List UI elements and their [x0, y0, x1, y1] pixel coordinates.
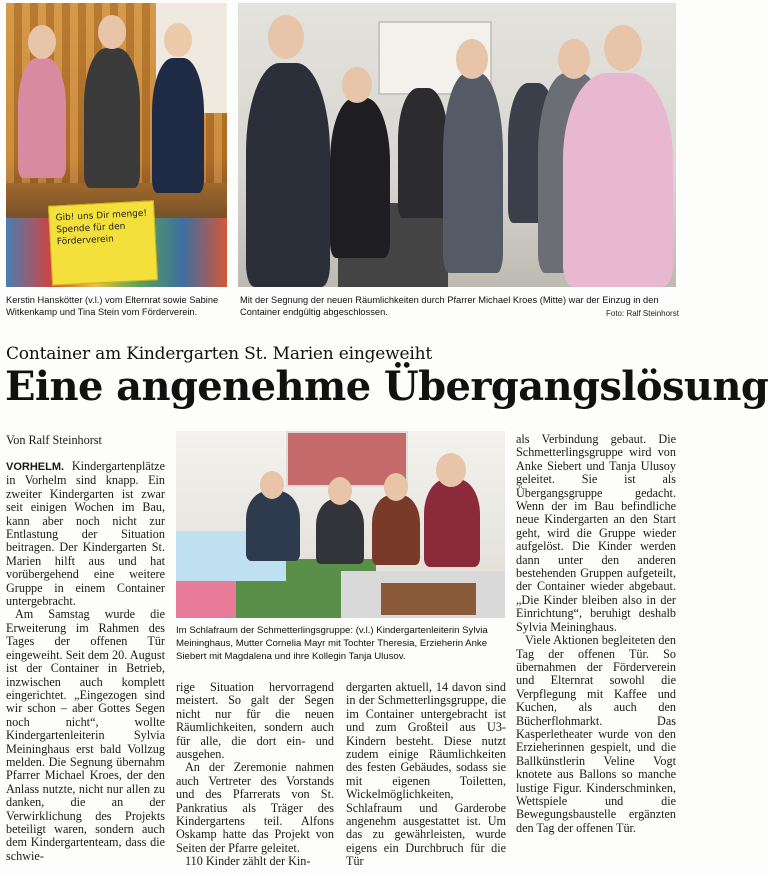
- caption-sleeping-room: Im Schlafraum der Schmetterlingsgruppe: (v.l.) Kindergartenleiterin Sylvia Meininghaus, Mutter Cornelia Mayr mit Tochter Theresia, Erzieherin Anke Siebert mit Magdalena und ihre Kollegin Tanja Ulusov.: [176, 625, 488, 662]
- donation-sign-text: Gib! uns Dir menge! Spende für den Förderverein: [55, 208, 148, 248]
- col3-paragraph-1: dergarten aktuell, 14 davon sind in der Schmetterlingsgruppe, die im Container untergebracht ist und zum Großteil aus U3-Kindern besteht. Diese nutzt zudem einige Räumlichkeiten des festen Gebäudes, sodass sie mit eigenen Toiletten, Wickelmöglichkeiten, Schlafraum und Garderobe angenehm ausgestattet ist. Um das zu gewährleisten, wurde eigens ein Durchbruch für die Tür: [346, 680, 506, 869]
- caption-blessing: Mit der Segnung der neuen Räumlichkeiten durch Pfarrer Michael Kroes (Mitte) war der Einzug in den Container endgültig abgeschlossen.: [240, 295, 659, 317]
- byline: Von Ralf Steinhorst: [6, 433, 102, 447]
- column-2: [176, 681, 334, 869]
- col2-paragraph-3: 110 Kinder zählt der Kin-: [185, 854, 311, 869]
- col1-paragraph-1: VORHELM. Kindergartenplätze in Vorhelm sind knapp. Ein zweiter Kindergarten ist zwar seit einigen Wochen im Bau, kann aber noch nicht zur Entlastung der Situation beitragen. Der Kindergarten St. Marien hilft aus und hat vorübergehend eine weitere Gruppe in einem Container untergebracht.: [6, 459, 165, 609]
- photo-fundraiser: [6, 3, 227, 287]
- caption-fundraiser: Kerstin Hanskötter (v.l.) vom Elternrat sowie Sabine Witkenkamp und Tina Stein vom Förderverein.: [6, 295, 219, 317]
- col4-paragraph-1: als Verbindung gebaut. Die Schmetterlingsgruppe wird von Anke Siebert und Tanja Ulusoy geleitet. Sie ist als Übergangsgruppe gedacht. Wenn der im Bau befindliche neue Kindergarten an den Start geht, wird die Gruppe wieder aufgelöst. Die Kinder werden dann unter den anderen bestehenden Gruppen aufgeteilt, der Container wieder abgebaut. „Die Kinder bleiben also in der Einrichtung“, beruhigt deshalb Sylvia Meininghaus.: [516, 432, 676, 634]
- photo-credit: Foto: Ralf Steinhorst: [606, 309, 679, 318]
- column-4: [516, 433, 676, 835]
- photo-blessing: [238, 3, 676, 287]
- article-kicker: Container am Kindergarten St. Marien eingeweiht: [6, 344, 432, 364]
- col4-paragraph-2: Viele Aktionen begleiteten den Tag der offenen Tür. So übernahmen der Förderverein und Elternrat sowohl die Verpflegung mit Kaffee und Kuchen, als auch den Bücherflohmarkt. Das Kasperletheater wurde von den Erzieherinnen gespielt, und die Ballkünstlerin Veline Vogt knotete aus Ballons so manche lustige Figur. Kinderschminken, Wettspiele und die Bewegungsbaustelle ergänzten den Tag der offenen Tür.: [516, 633, 676, 835]
- col1-paragraph-2: Am Samstag wurde die Erweiterung im Rahmen des Tages der offenen Tür eingeweiht. Seit dem 20. August ist der Container in Betrieb, inzwischen auch komplett eingerichtet. „Eingezogen sind wir schon – aber Gottes Segen noch nicht“, wollte Kindergartenleiterin Sylvia Meininghaus erst bald Vollzug melden. Die Segnung übernahm Pfarrer Michael Kroes, der den Anlass nutzte, nicht nur allen zu danken, die an der Verwirklichung des Projekts beteiligt waren, sondern auch dem Kindergartenteam, dass die schwie-: [6, 607, 165, 863]
- donation-sign: [48, 200, 158, 285]
- col2-paragraph-1: rige Situation hervorragend meistert. So galt der Segen nicht nur für die neuen Räumlichkeiten, sondern auch für alle, die dort ein- und ausgehen.: [176, 680, 334, 762]
- dateline: VORHELM.: [6, 461, 65, 473]
- photo-sleeping-room: [176, 431, 505, 618]
- column-1: [6, 460, 165, 863]
- col2-paragraph-2: An der Zeremonie nahmen auch Vertreter des Vorstands und des Pfarrerats von St. Pankratius als Träger des Kindergartens teil. Alfons Oskamp hatte das Projekt von Seiten der Pfarre geleitet.: [176, 760, 334, 855]
- column-3: [346, 681, 506, 869]
- article-headline: Eine angenehme Übergangslösung: [5, 363, 768, 410]
